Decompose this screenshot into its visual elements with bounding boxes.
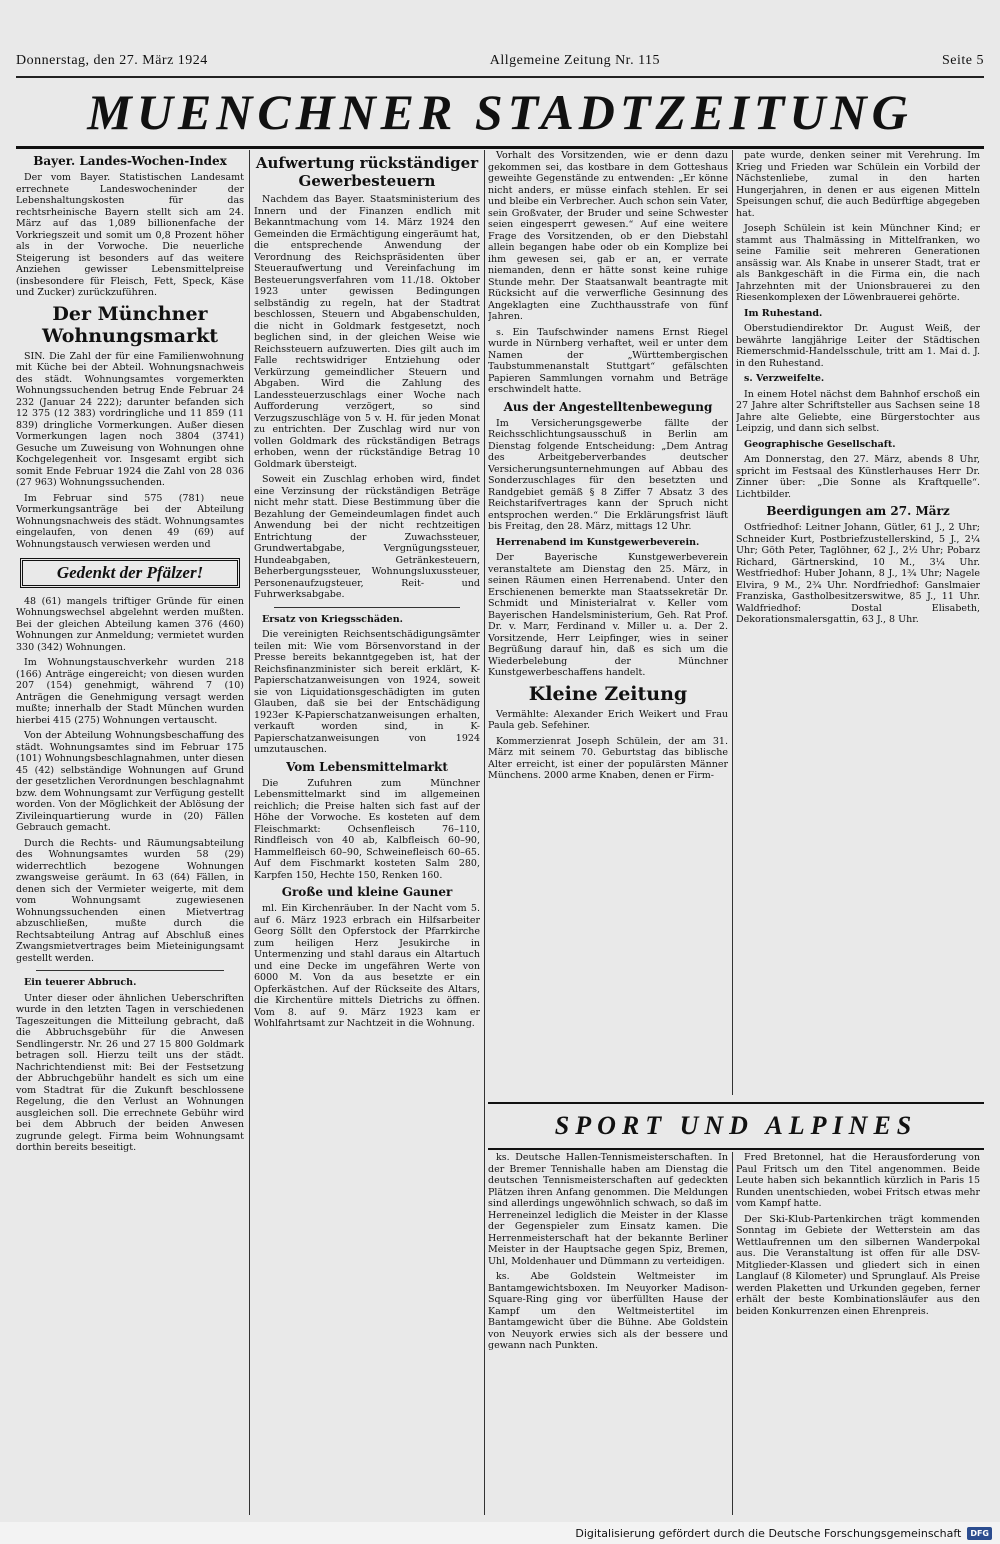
- article-text: Im Februar sind 575 (781) neue Vormerkungsanträge bei der Abteilung Wohnungsnachweis des städt. Wohnungsamtes eingelaufen, von denen 49 (69) auf Wohnungstausch verwiesen werden und: [16, 492, 244, 550]
- column-divider: [732, 150, 733, 1095]
- headline-kleine-zeitung: Kleine Zeitung: [528, 682, 688, 705]
- column-1: [16, 150, 244, 1515]
- article-text: s. Ein Taufschwinder namens Ernst Riegel wurde in Nürnberg verhaftet, weil er unter dem Namen der „Württembergischen Taubstummenanstalt Stuttgart“ gefälschten Papieren Sammlungen vornahm und Beträge erschwindelt hatte.: [488, 326, 728, 395]
- article-text: Durch die Rechts- und Räumungsabteilung des Wohnungsamtes wurden 58 (29) widerrechtlich bezogene Wohnungen zwangsweise geräumt. In 63 (64) Fällen, in denen sich der Vermieter weigerte, mit dem vom Wohnungsamt zugewiesenen Wohnungssuchenden einen Mietvertrag abzuschließen, mußte durch die Rechtsabteilung Antrag auf Abschluß eines Zwangsmietvertrages beim Mieteinigungsamt gestellt werden.: [16, 837, 244, 964]
- article-text: Oberstudiendirektor Dr. August Weiß, der bewährte langjährige Leiter der Städtischen Riemerschmid-Handelsschule, tritt am 1. Mai d. J. in den Ruhestand.: [736, 323, 980, 369]
- article-text: Die Zufuhren zum Münchner Lebensmittelmarkt sind im allgemeinen reichlich; die Preise halten sich fast auf der Höhe der Vorwoche. Es kosteten auf dem Fleischmarkt: Ochsenfleisch 76–110, Rindfleisch von 40 ab, Kalbfleisch 60–90, Hammelfleisch 60–90, Schweinefleisch 60–65. Auf dem Fischmarkt kosteten Salm 280, Karpfen 150, Hechte 150, Renken 160.: [254, 777, 480, 881]
- column-2: [254, 150, 480, 1505]
- header-date: Donnerstag, den 27. März 1924: [16, 53, 208, 68]
- gedenkt-banner: Gedenkt der Pfälzer!: [20, 558, 240, 588]
- headline-lebensmittelmarkt: Vom Lebensmittelmarkt: [286, 759, 448, 774]
- subheading-geographische: Geographische Gesellschaft.: [744, 438, 896, 450]
- headline-aufwertung: Aufwertung rückständiger Gewerbesteuern: [255, 154, 479, 190]
- article-text: pate wurde, denken seiner mit Verehrung. Im Krieg und Frieden war Schülein ein Vorbild der Nächstenliebe, zumal in den harten Hungerjahren, in denen er aus eigenen Mitteln Speisungen schuf, die auch Bedürftige abgegeben hat.: [736, 150, 980, 219]
- column-divider: [249, 150, 250, 1515]
- article-text: Fred Bretonnel, hat die Herausforderung von Paul Fritsch um den Titel angenommen. Beide Leute haben sich bekanntlich kürzlich in Paris 15 Runden unentschieden, wobei Fritsch etwas mehr vom Kampf hatte.: [736, 1152, 980, 1209]
- article-text: Vermählte: Alexander Erich Weikert und Frau Paula geb. Sefehiner.: [488, 708, 728, 731]
- article-text: Nachdem das Bayer. Staatsministerium des Innern und der Finanzen endlich mit Bekanntmachung vom 14. März 1924 den Gemeinden die Ermächtigung eingeräumt hat, die entsprechende Anwendung der Verordnung des Reichspräsidenten über Steueraufwertung und Vereinfachung im Besteuerungsverfahren vom 11./18. Oktober 1923 unter gewissen Bedingungen selbständig zu regeln, hat der Stadtrat beschlossen, Steuern und Abgabenschulden, die nicht in Goldmark festgesetzt, noch beglichen sind, in der gleichen Weise wie Reichssteuern aufzuwerten. Dies gilt auch im Falle rechtswidriger Entziehung oder Verkürzung gemeindlicher Steuern und Abgaben. Wird die Zahlung des Landessteuerzuschlags einer Woche nach Aufforderung verzögert, so sind Verzugszuschläge von 5 v. H. für jeden Monat zu entrichten. Der Zuschlag wird nur von vollen Goldmark des rückständigen Betrags erhoben, wenn der rückständige Betrag 10 Goldmark übersteigt.: [254, 194, 480, 470]
- subheading-ruhestand: Im Ruhestand.: [744, 307, 823, 319]
- column-divider: [732, 1152, 733, 1515]
- subheading-herrenabend: Herrenabend im Kunstgewerbeverein.: [496, 536, 700, 548]
- article-text: Ostfriedhof: Leitner Johann, Gütler, 61 J., 2 Uhr; Schneider Kurt, Postbriefzustellerskind, 5 J., 2¼ Uhr; Göth Peter, Taglöhner, 62 J., 2½ Uhr; Pobarz Richard, Gärtnerskind, 10 M., 3¼ Uhr. Westfriedhof: Huber Johann, 8 J., 1¾ Uhr; Nagele Elvira, 9 M., 2¾ Uhr. Nordfriedhof: Ganslmaier Franziska, Gastholbesitzerswitwe, 85 J., 11 Uhr. Waldfriedhof: Dostal Elisabeth, Dekorationsmalersgattin, 63 J., 8 Uhr.: [736, 522, 980, 625]
- article-text: Der Ski-Klub-Partenkirchen trägt kommenden Sonntag im Gebiete der Wetterstein am das Wettlaufrennen um den silbernen Wanderpokal aus. Die Veranstaltung ist offen für alle DSV-Mitglieder-Klassen und gliedert sich in einen Langlauf (8 Kilometer) und Sprunglauf. Als Preise werden Plaketten und Urkunden gegeben, ferner erhält der beste Kombinationsläufer aus den beiden Konkurrenzen einen Ehrenpreis.: [736, 1213, 980, 1317]
- section-rule: [274, 607, 460, 608]
- page-header: [16, 50, 984, 78]
- article-text: 48 (61) mangels triftiger Gründe für einen Wohnungswechsel abgelehnt werden mußten. Bei der gleichen Abteilung kamen 376 (460) Wohnungen zur Anmeldung; vermietet wurden 330 (342) Wohnungen.: [16, 595, 244, 653]
- headline-beerdigungen: Beerdigungen am 27. März: [766, 504, 950, 518]
- subheading-abbruch: Ein teuerer Abbruch.: [24, 977, 137, 988]
- article-text: Im Wohnungstauschverkehr wurden 218 (166) Anträge eingereicht; von diesen wurden 207 (154) genehmigt, während 7 (10) Anträgen die Genehmigung versagt werden mußte; innerhalb der Stadt München wurden hierbei 415 (275) Wohnungen vertauscht.: [16, 657, 244, 726]
- column-3: [488, 150, 728, 1095]
- header-page-number: Seite 5: [941, 53, 984, 68]
- digitization-footer: [0, 1522, 1000, 1544]
- article-text: ks. Abe Goldstein Weltmeister im Bantamgewichtsboxen. Im Neuyorker Madison-Square-Ring ging vor überfüllten Hause der Kampf um den Weltmeistertitel im Bantamgewicht über die Bühne. Abe Goldstein von Neuyork erwies sich als der bessere und gewann nach Punkten.: [488, 1271, 728, 1351]
- article-text: Unter dieser oder ähnlichen Ueberschriften wurde in den letzten Tagen in verschiedenen Tageszeitungen die Mitteilung gebracht, daß die Abbruchsgebühr für die Anwesen Sendlingerstr. Nr. 26 und 27 15 800 Goldmark betragen soll. Hierzu teilt uns der städt. Nachrichtendienst mit: Bei der Festsetzung der Abbruchgebühr handelt es sich um eine vom Stadtrat für die Zukunft beschlossene Regelung, die den Verlust an Wohnungen ausgleichen soll. Die errechnete Gebühr wird bei dem Abbruch der beiden Anwesen zugrunde gelegt. Firma beim Wohnungsamt dorthin bereits beseitigt.: [16, 992, 244, 1153]
- article-text: SIN. Die Zahl der für eine Familienwohnung mit Küche bei der Abteil. Wohnungsnachweis des städt. Wohnungsamtes vorgemerkten Wohnungssuchenden betrug Ende Februar 24 232 (Januar 24 222); darunter befanden sich 12 375 (12 383) vordringliche und 11 859 (11 839) dringliche Vormerkungen. Außer diesen Vormerkungen lagen noch 3804 (3741) Gesuche um Zuweisung von Wohnungen ohne Kochgelegenheit vor. Insgesamt ergibt sich somit Ende Februar 1924 die Zahl von 28 036 (27 963) Wohnungssuchenden.: [16, 350, 244, 488]
- article-text: Der Bayerische Kunstgewerbeverein veranstaltete am Dienstag den 25. März, in seinen Räumen einen Herrenabend. Unter den Erschienenen bemerkte man Staatssekretär Dr. Schmidt und Ministerialrat v. Keller vom Bayerischen Handelsministerium, Geh. Rat Prof. Dr. v. Marr, Ferdinand v. Miller u. a. Der 2. Vorsitzende, Herr Leipfinger, wies in seiner Begrüßung darauf hin, daß es sich um die Wiederbelebung der Münchner Kunstgewerbeschaffens handelt.: [488, 552, 728, 678]
- headline-gauner: Große und kleine Gauner: [281, 885, 453, 899]
- article-text: ml. Ein Kirchenräuber. In der Nacht vom 5. auf 6. März 1923 erbrach ein Hilfsarbeiter Georg Söllt den Opferstock der Pfarrkirche zum heiligen Herz Jesukirche in Untermenzing und stahl daraus ein Altartuch und eine Decke im ungefähren Werte von 6000 M. Von da aus besetzte er ein Opferkästchen. Auf der Rückseite des Altars, die Kirchentüre mittels Dietrichs zu öffnen. Vom 8. auf 9. März 1923 kam er Wohlfahrtsamt zur Nachtzeit in die Wohnung.: [254, 903, 480, 1029]
- article-text: ks. Deutsche Hallen-Tennismeisterschaften. In der Bremer Tennishalle haben am Dienstag die deutschen Tennismeisterschaften auf gedeckten Plätzen ihren Anfang genommen. Die Meldungen sind allerdings ungewöhnlich schwach, so daß im Herreneinzel lediglich die Meister in der Klasse der Gegenspieler zum Einsatz kamen. Die Herrenmeisterschaft hat der bekannte Berliner Meister in der Hauptsache gegen Spiz, Bremen, Uhl, Moldenhauer und Dümmann zu verteidigen.: [488, 1152, 728, 1267]
- article-text: Im Versicherungsgewerbe fällte der Reichsschlichtungsausschuß in Berlin am Dienstag folgende Entscheidung: „Dem Antrag des Arbeitgeberverbandes deutscher Versicherungsunternehmungen auf Abbau des Sonderzuschlages für den besetzten und Randgebiet gemäß § 8 Ziffer 7 Absatz 3 des Reichstarifvertrages kann der Spruch nicht entsprochen werden.“ Die Erklärungsfrist läuft bis Freitag, den 28. März, mittags 12 Uhr.: [488, 417, 728, 532]
- column-divider: [484, 150, 485, 1515]
- masthead: MUENCHNER STADTZEITUNG: [87, 84, 913, 140]
- sport-title: SPORT UND ALPINES: [554, 1111, 918, 1140]
- article-text: Joseph Schülein ist kein Münchner Kind; er stammt aus Thalmässing in Mittelfranken, wo seine Familie seit mehreren Generationen ansässig war. Als Knabe in unserer Stadt, trat er als Bankgeschäft in die Firma ein, die nach Jahrzehnten mit der Unionsbrauerei zu den Riesenkomplexen der Löwenbrauerei gehörte.: [736, 223, 980, 303]
- sport-column-1: [488, 1152, 728, 1515]
- article-text: Soweit ein Zuschlag erhoben wird, findet eine Verzinsung der rückständigen Beträge nicht mehr statt. Diese Bestimmung über die Bezahlung der Gemeindeumlagen findet auch Anwendung bei der nicht rechtzeitigen Entrichtung der Zuwachssteuer, Grundwertabgabe, Vergnügungssteuer, Hundeabgaben, Getränkesteuern, Beherbergungssteuer, Wohnungsluxussteuer, Personenaufzugsteuer, Reit- und Fuhrwerksabgabe.: [254, 474, 480, 600]
- masthead-rule: [16, 146, 984, 149]
- headline-angestellten: Aus der Angestelltenbewegung: [503, 399, 713, 414]
- article-text: Vorhalt des Vorsitzenden, wie er denn dazu gekommen sei, das kostbare in dem Gotteshaus geweihte Gegenstände zu entwenden: „Er könne nicht anders, er müsse einfach stehlen. Er sei und bleibe ein Verbrecher. Auch schon sein Vater, sein Großvater, der Bruder und seine Schwester seien eingesperrt gewesen.“ Auf eine weitere Frage des Vorsitzenden, ob er den Diebstahl allein begangen habe oder ob ein Komplize bei ihm gewesen sei, gab er an, er verrate niemanden, denn er hätte sonst keine ruhige Stunde mehr. Der Staatsanwalt beantragte mit Rücksicht auf die verwerfliche Gesinnung des Angeklagten eine Zuchthausstrafe von fünf Jahren.: [488, 150, 728, 322]
- sport-column-2: [736, 1152, 980, 1515]
- article-text: Kommerzienrat Joseph Schülein, der am 31. März mit seinem 70. Geburtstag das biblische Alter erreicht, ist einer der populärsten Männer Münchens. 2000 arme Knaben, denen er Firm-: [488, 735, 728, 781]
- headline-landes-wochen-index: Bayer. Landes-Wochen-Index: [33, 154, 227, 168]
- column-4: [736, 150, 980, 1095]
- article-text: Am Donnerstag, den 27. März, abends 8 Uhr, spricht im Festsaal des Künstlerhauses Herr Dr. Zinner über: „Die Sonne als Kraftquelle“. Lichtbilder.: [736, 454, 980, 500]
- subheading-verzweifelte: s. Verzweifelte.: [744, 373, 825, 384]
- headline-wohnungsmarkt: Der Münchner Wohnungsmarkt: [41, 302, 219, 347]
- article-text: Der vom Bayer. Statistischen Landesamt errechnete Landeswocheninder der Lebenshaltungskosten für das rechtsrheinische Bayern stellt sich am 24. März auf das 1,089 billionenfache der Vorkriegszeit und somit um 0,8 Prozent höher als in der Vorwoche. Die neuerliche Steigerung ist besonders auf das weitere Anziehen gewisser Lebensmittelpreise (insbesondere für Fleisch, Fett, Speck, Käse und Zucker) zurückzuführen.: [16, 172, 244, 298]
- subheading-kriegsschaeden: Ersatz von Kriegsschäden.: [262, 613, 403, 625]
- article-text: Die vereinigten Reichsentschädigungsämter teilen mit: Wie vom Börsenvorstand in der Presse bereits bekanntgegeben ist, hat der Reichsfinanzminister sich bereit erklärt, K-Papierschatzanweisungen von 1924, soweit sie von Liquidationsgeschädigten im guten Glauben, daß sie bei der Entschädigung 1923er K-Papierschatzanweisungen erhalten, verkauft worden sind, in K-Papierschatzanweisungen von 1924 umzutauschen.: [254, 629, 480, 755]
- section-rule: [36, 970, 224, 971]
- dfg-logo: DFG: [967, 1527, 992, 1540]
- article-text: In einem Hotel nächst dem Bahnhof erschoß ein 27 Jahre alter Schriftsteller aus Sachsen seine 18 Jahre alte Geliebte, eine Bürgerstochter aus Leipzig, und dann sich selbst.: [736, 388, 980, 434]
- header-paper: Allgemeine Zeitung Nr. 115: [489, 53, 661, 68]
- sport-section-header: [488, 1102, 984, 1150]
- footer-text: Digitalisierung gefördert durch die Deutsche Forschungsgemeinschaft: [575, 1526, 962, 1540]
- article-text: Von der Abteilung Wohnungsbeschaffung des städt. Wohnungsamtes sind im Februar 175 (101) Wohnungsbeschlagnahmen, unter diesen 45 (42) selbständige Wohnungen auf Grund der gesetzlichen Verordnungen beschlagnahmt bzw. dem Wohnungsamt zur Verfügung gestellt worden. Von der Möglichkeit der Ablösung der Zivileinquartierung wurde in (20) Fällen Gebrauch gemacht.: [16, 730, 244, 833]
